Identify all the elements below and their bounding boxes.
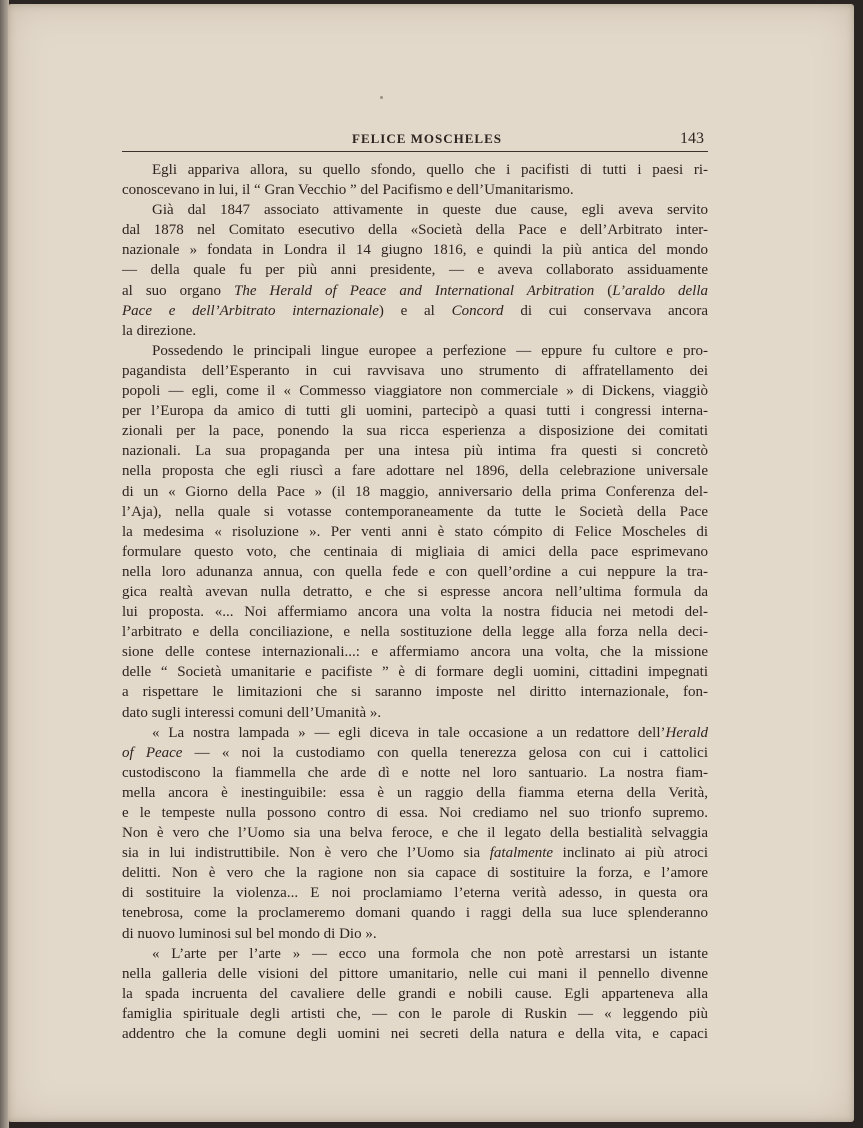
text-segment: ( — [594, 282, 613, 299]
text-line: gica realtà avevan nulla detratto, e che si espresse ancora nell’ultima formula da — [122, 583, 708, 600]
text-line: Possedendo le principali lingue europee a perfezione — eppure fu cultore e pro- — [152, 342, 708, 359]
journal-title: of Peace — [122, 744, 183, 761]
text-segment: « La nostra lampada » — egli diceva in tale occasione a un redattore dell’ — [152, 724, 666, 741]
text-line — [122, 723, 708, 743]
text-line: l’arbitrato e della conciliazione, e nella sostituzione della legge alla forza nella deci- — [122, 624, 708, 641]
text-line: la spada incruenta del cavaliere delle grandi e nobili cause. Egli apparteneva alla — [122, 985, 708, 1002]
text-line: la direzione. — [122, 322, 197, 339]
journal-title-translation: Pace e dell’Arbitrato internazionale — [122, 302, 379, 319]
text-line: Già dal 1847 associato attivamente in queste due cause, egli aveva servito — [152, 202, 708, 219]
text-line: per l’Europa da amico di tutti gli uomini, partecipò a quasi tutti i congressi interna- — [122, 403, 708, 420]
text-line: popoli — egli, come il « Commesso viaggiatore non commerciale » di Dickens, viaggiò — [122, 383, 708, 400]
text-segment: sia in lui indistruttibile. Non è vero che l’Uomo sia — [122, 845, 490, 862]
text-line: delitti. Non è vero che la ragione non sia capace di sostituire la forza, e l’amore — [122, 865, 708, 882]
header-rule — [122, 151, 708, 152]
text-segment: di cui conservava ancora — [503, 302, 708, 319]
text-line: zionali per la pace, ponendo la sua ricca esperienza a disposizione dei comitati — [122, 423, 708, 440]
text-line — [122, 301, 708, 321]
text-segment: — « noi la custodiamo con quella tenerezza gelosa con cui i cattolici — [182, 744, 708, 761]
text-line: nella loro adunanza annua, con quella fede e con quell’ordine a cui neppure la tra- — [122, 563, 708, 580]
text-line — [122, 843, 708, 863]
paper-speck — [380, 96, 383, 99]
text-line — [122, 743, 708, 763]
text-segment: inclinato ai più atroci — [553, 845, 709, 862]
text-line: sione delle contese internazionali...: e affermiamo ancora una volta, che la missione — [122, 644, 708, 661]
text-line: l’Aja), nella quale si votasse contemporaneamente da tutte le Società della Pace — [122, 503, 708, 520]
text-line: dato sugli interessi comuni dell’Umanità ». — [122, 704, 382, 721]
text-line — [122, 281, 708, 301]
journal-title: The Herald of Peace and International Arbitration — [234, 282, 595, 299]
page-number: 143 — [680, 130, 704, 147]
text-line: di un « Giorno della Pace » (il 18 maggio, anniversario della prima Conferenza del- — [122, 483, 708, 500]
journal-title: Herald — [665, 724, 708, 741]
text-line: la medesima « risoluzione ». Per venti anni è stato cómpito di Felice Moscheles di — [122, 523, 708, 540]
text-line: delle “ Società umanitarie e pacifiste ” è di formare degli uomini, cittadini impegnati — [122, 664, 708, 681]
text-line: e le tempeste nulla possono contro di essa. Noi crediamo nel suo trionfo supremo. — [122, 805, 708, 821]
text-line: mella ancora è inestinguibile: essa è un raggio della fiamma eterna della Verità, — [122, 784, 708, 801]
text-line: di nuovo luminosi sul bel mondo di Dio ». — [122, 925, 377, 942]
journal-title-translation: L’araldo della — [612, 282, 709, 299]
text-line: addentro che la comune degli uomini nei secreti della natura e della vita, e capaci — [122, 1026, 708, 1043]
text-line: « L’arte per l’arte » — ecco una formola che non potè arrestarsi un istante — [152, 945, 708, 962]
text-segment: al suo organo — [122, 282, 235, 299]
text-line: nazionale » fondata in Londra il 14 giugno 1816, e quindi la più antica del mondo — [122, 242, 708, 259]
text-line: custodiscono la fiammella che arde dì e notte nel loro santuario. La nostra fiam- — [122, 764, 708, 781]
text-line: formulare questo voto, che centinaia di migliaia di amici della pace esprimevano — [122, 543, 708, 560]
text-line: — della quale fu per più anni presidente, — e aveva collaborato assiduamente — [122, 262, 708, 279]
page-header — [122, 130, 708, 152]
body-text — [122, 160, 708, 1044]
text-line: tenebrosa, come la proclameremo domani quando i raggi della sua luce splenderanno — [122, 905, 708, 922]
journal-title: Concord — [451, 302, 504, 319]
text-line: lui proposta. «... Noi affermiamo ancora una volta la nostra fiducia nei metodi del- — [122, 604, 708, 621]
text-line: nella galleria delle visioni del pittore umanitario, nelle cui mani il pennello divenne — [122, 965, 708, 982]
text-segment: ) e al — [378, 302, 452, 319]
text-line: pagandista dell’Esperanto in cui ravvisava uno strumento di affratellamento dei — [122, 362, 708, 379]
text-line: famiglia spirituale degli artisti che, — con le parole di Ruskin — « leggendo più — [122, 1005, 708, 1022]
text-line: Non è vero che l’Uomo sia una belva feroce, e che il legato della bestialità selvaggia — [122, 825, 708, 842]
text-line: di sostituire la violenza... E noi proclamiamo l’eterna verità adesso, in questa ora — [122, 885, 708, 902]
text-line: Egli appariva allora, su quello sfondo, quello che i pacifisti di tutti i paesi ri- — [152, 162, 708, 178]
text-line: dal 1878 nel Comitato esecutivo della «Società della Pace e dell’Arbitrato inter- — [122, 222, 708, 239]
text-line: a rispettare le limitazioni che si saranno imposte nel diritto internazionale, fon- — [122, 684, 708, 701]
text-line: conoscevano in lui, il “ Gran Vecchio ” del Pacifismo e dell’Umanitarismo. — [122, 182, 574, 199]
emphasis-word: fatalmente — [489, 845, 554, 862]
text-line: nazionali. La sua propaganda per una intesa più intima fra questi si concretò — [122, 443, 708, 460]
running-head-title: FELICE MOSCHELES — [352, 131, 503, 146]
text-line: nella proposta che egli riuscì a fare adottare nel 1896, della celebrazione universale — [122, 463, 708, 480]
